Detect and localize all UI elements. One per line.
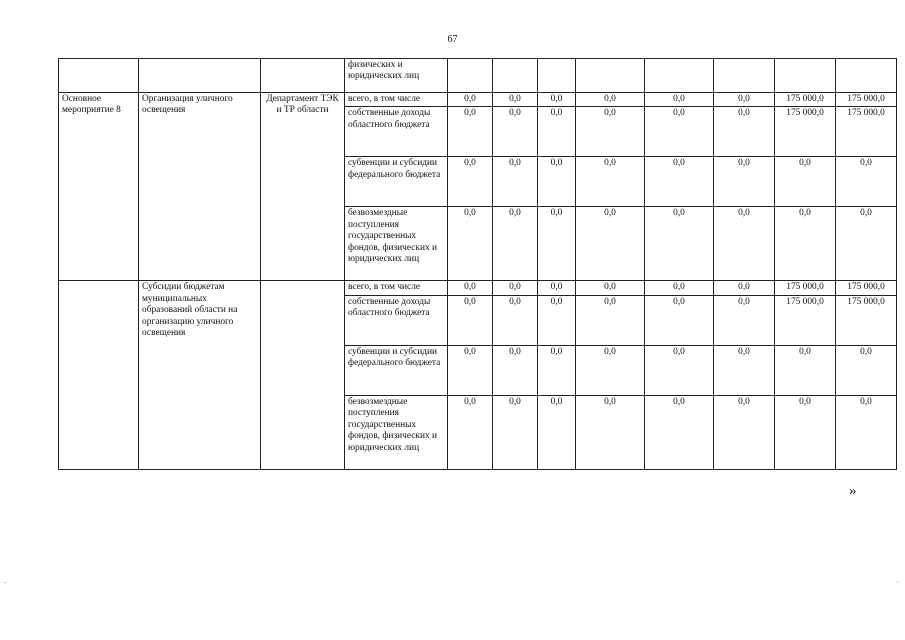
value-cell: 0,0 xyxy=(775,395,836,469)
value-cell: 0,0 xyxy=(493,207,538,281)
value-cell: 0,0 xyxy=(576,281,645,295)
value-cell: 0,0 xyxy=(576,345,645,395)
value-cell: 0,0 xyxy=(448,107,493,157)
value-cell: 0,0 xyxy=(714,157,775,207)
value-cell: 0,0 xyxy=(775,157,836,207)
value-cell: 0,0 xyxy=(645,107,714,157)
value-cell: 0,0 xyxy=(538,395,576,469)
funding-source-cell: субвенции и субсидии федерального бюджета xyxy=(345,345,448,395)
value-cell: 0,0 xyxy=(493,107,538,157)
value-cell: 0,0 xyxy=(714,207,775,281)
value-cell: 0,0 xyxy=(448,207,493,281)
scan-edge-mark-left: - xyxy=(4,578,7,587)
value-cell: 175 000,0 xyxy=(836,107,897,157)
funding-source-cell: субвенции и субсидии федерального бюджета xyxy=(345,157,448,207)
value-cell: 0,0 xyxy=(576,395,645,469)
funding-source-cell: собственные доходы областного бюджета xyxy=(345,295,448,345)
table-row xyxy=(59,281,897,295)
value-cell: 0,0 xyxy=(493,395,538,469)
value-cell: 0,0 xyxy=(775,345,836,395)
value-cell: 0,0 xyxy=(493,93,538,107)
value-cell: 0,0 xyxy=(448,395,493,469)
closing-quote-mark: » xyxy=(849,483,857,499)
value-cell: 0,0 xyxy=(645,281,714,295)
value-cell: 0,0 xyxy=(714,107,775,157)
value-cell: 0,0 xyxy=(538,281,576,295)
value-cell: 0,0 xyxy=(448,281,493,295)
value-cell: 0,0 xyxy=(645,395,714,469)
value-cell: 0,0 xyxy=(448,157,493,207)
value-cell: 0,0 xyxy=(714,345,775,395)
continuation-row xyxy=(59,59,897,93)
scan-edge-mark-right: · xyxy=(896,578,899,587)
funding-source-cell: всего, в том числе xyxy=(345,93,448,107)
value-cell: 0,0 xyxy=(836,157,897,207)
funding-source-cell: всего, в том числе xyxy=(345,281,448,295)
value-cell: 0,0 xyxy=(576,295,645,345)
funding-source-cell: безвозмездные поступления государственных фондов, физических и юридических лиц xyxy=(345,395,448,469)
value-cell: 0,0 xyxy=(576,207,645,281)
value-cell: 0,0 xyxy=(576,93,645,107)
value-cell: 0,0 xyxy=(645,295,714,345)
executor-cell: Департамент ТЭК и ТР области xyxy=(261,93,345,281)
value-cell: 0,0 xyxy=(645,345,714,395)
value-cell: 0,0 xyxy=(714,395,775,469)
continuation-measure-cell xyxy=(59,59,139,93)
value-cell: 0,0 xyxy=(645,157,714,207)
table-row xyxy=(59,93,897,107)
value-cell: 0,0 xyxy=(538,107,576,157)
value-cell: 0,0 xyxy=(714,295,775,345)
value-cell: 0,0 xyxy=(493,345,538,395)
value-cell: 0,0 xyxy=(576,107,645,157)
continuation-title-cell xyxy=(139,59,261,93)
value-cell: 0,0 xyxy=(836,207,897,281)
value-cell: 175 000,0 xyxy=(836,93,897,107)
executor-cell xyxy=(261,281,345,469)
page-number: 67 xyxy=(447,34,458,45)
value-cell: 175 000,0 xyxy=(775,295,836,345)
value-cell: 0,0 xyxy=(714,281,775,295)
value-cell: 0,0 xyxy=(448,345,493,395)
value-cell: 0,0 xyxy=(448,93,493,107)
value-cell: 0,0 xyxy=(645,207,714,281)
value-cell: 0,0 xyxy=(836,345,897,395)
value-cell: 175 000,0 xyxy=(836,281,897,295)
value-cell: 175 000,0 xyxy=(775,107,836,157)
funding-source-cell: собственные доходы областного бюджета xyxy=(345,107,448,157)
value-cell: 0,0 xyxy=(493,281,538,295)
value-cell: 175 000,0 xyxy=(836,295,897,345)
continuation-executor-cell xyxy=(261,59,345,93)
value-cell: 0,0 xyxy=(645,93,714,107)
value-cell: 175 000,0 xyxy=(775,93,836,107)
funding-source-cell: безвозмездные поступления государственных фондов, физических и юридических лиц xyxy=(345,207,448,281)
value-cell: 0,0 xyxy=(836,395,897,469)
continuation-source-cell: физических и юридических лиц xyxy=(345,59,448,93)
budget-table xyxy=(58,58,897,470)
measure-title-cell: Организация уличного освещения xyxy=(139,93,261,281)
value-cell: 0,0 xyxy=(538,157,576,207)
value-cell: 0,0 xyxy=(714,93,775,107)
value-cell: 0,0 xyxy=(538,93,576,107)
value-cell: 0,0 xyxy=(493,295,538,345)
value-cell: 0,0 xyxy=(493,157,538,207)
value-cell: 0,0 xyxy=(448,295,493,345)
value-cell: 0,0 xyxy=(538,295,576,345)
measure-cell: Основное мероприятие 8 xyxy=(59,93,139,281)
value-cell: 0,0 xyxy=(576,157,645,207)
value-cell: 0,0 xyxy=(775,207,836,281)
measure-cell xyxy=(59,281,139,469)
value-cell: 0,0 xyxy=(538,345,576,395)
value-cell: 175 000,0 xyxy=(775,281,836,295)
measure-title-cell: Субсидии бюджетам муниципальных образований области на организацию уличного освещения xyxy=(139,281,261,469)
value-cell: 0,0 xyxy=(538,207,576,281)
